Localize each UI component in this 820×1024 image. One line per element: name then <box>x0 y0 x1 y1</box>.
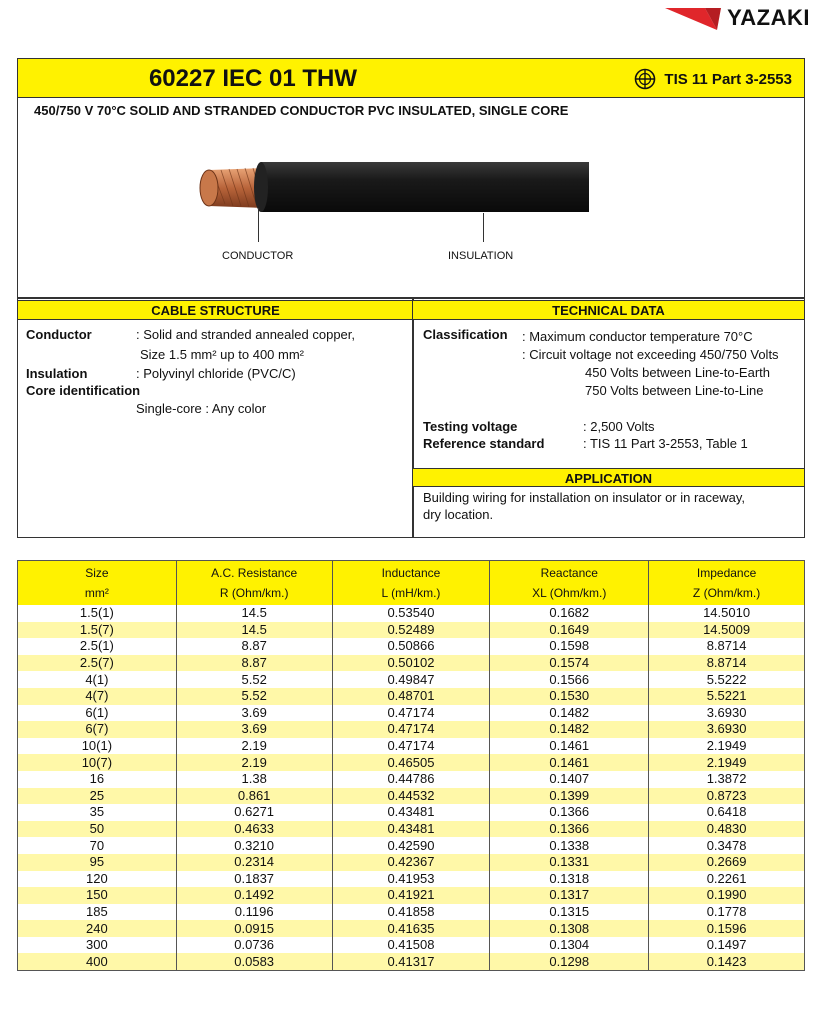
header-inductance: Inductance L (mH/km.) <box>332 561 490 606</box>
cell-reactance: 0.1308 <box>490 920 649 937</box>
cell-size: 50 <box>18 821 177 838</box>
table-row <box>18 904 805 921</box>
cell-impedance: 3.6930 <box>649 705 805 722</box>
cell-reactance: 0.1317 <box>490 887 649 904</box>
cell-reactance: 0.1315 <box>490 904 649 921</box>
table-row <box>18 622 805 639</box>
cell-size: 150 <box>18 887 177 904</box>
cell-impedance: 0.1423 <box>649 953 805 970</box>
cell-impedance: 1.3872 <box>649 771 805 788</box>
cell-inductance: 0.44786 <box>332 771 490 788</box>
cell-reactance: 0.1318 <box>490 871 649 888</box>
cell-resistance: 8.87 <box>176 655 332 672</box>
cell-size: 6(7) <box>18 721 177 738</box>
cell-reactance: 0.1461 <box>490 738 649 755</box>
cell-reactance: 0.1331 <box>490 854 649 871</box>
cell-inductance: 0.43481 <box>332 804 490 821</box>
insulation-leader-line <box>483 213 484 242</box>
cell-inductance: 0.44532 <box>332 788 490 805</box>
cell-resistance: 0.6271 <box>176 804 332 821</box>
table-row <box>18 920 805 937</box>
cell-resistance: 1.38 <box>176 771 332 788</box>
cell-resistance: 0.0915 <box>176 920 332 937</box>
reference-standard-value: : TIS 11 Part 3-2553, Table 1 <box>583 436 748 451</box>
table-row <box>18 804 805 821</box>
cell-impedance: 0.3478 <box>649 837 805 854</box>
header-impedance: Impedance Z (Ohm/km.) <box>649 561 805 606</box>
cell-reactance: 0.1682 <box>490 605 649 622</box>
application-line1: Building wiring for installation on insulator or in raceway, <box>423 490 746 505</box>
classification-line2: : Circuit voltage not exceeding 450/750 Volts <box>522 347 779 362</box>
cell-reactance: 0.1461 <box>490 754 649 771</box>
conductor-value-line1: : Solid and stranded annealed copper, <box>136 327 356 342</box>
cell-impedance: 0.1596 <box>649 920 805 937</box>
table-row <box>18 655 805 672</box>
table-row <box>18 937 805 954</box>
table-row <box>18 705 805 722</box>
insulation-value: : Polyvinyl chloride (PVC/C) <box>136 366 296 381</box>
cell-inductance: 0.50866 <box>332 638 490 655</box>
title-bar <box>17 58 805 98</box>
cell-resistance: 0.1837 <box>176 871 332 888</box>
table-row <box>18 837 805 854</box>
cell-inductance: 0.41953 <box>332 871 490 888</box>
cell-impedance: 0.1990 <box>649 887 805 904</box>
cell-size: 10(7) <box>18 754 177 771</box>
cell-size: 2.5(1) <box>18 638 177 655</box>
table-row <box>18 887 805 904</box>
cell-size: 240 <box>18 920 177 937</box>
cell-resistance: 3.69 <box>176 705 332 722</box>
cell-inductance: 0.47174 <box>332 738 490 755</box>
cell-reactance: 0.1338 <box>490 837 649 854</box>
cell-resistance: 0.0583 <box>176 953 332 970</box>
table-row <box>18 638 805 655</box>
cell-size: 300 <box>18 937 177 954</box>
standard-badge <box>634 59 792 99</box>
insulation-callout: INSULATION <box>448 250 514 262</box>
table-row <box>18 605 805 622</box>
cell-resistance: 0.861 <box>176 788 332 805</box>
cell-inductance: 0.53540 <box>332 605 490 622</box>
classification-line1: : Maximum conductor temperature 70°C <box>522 329 753 344</box>
cell-resistance: 0.1492 <box>176 887 332 904</box>
testing-voltage-label: Testing voltage <box>423 419 518 434</box>
cell-resistance: 0.2314 <box>176 854 332 871</box>
core-identification-value: Single-core : Any color <box>136 401 267 416</box>
table-row <box>18 821 805 838</box>
cell-size: 70 <box>18 837 177 854</box>
cell-impedance: 0.2261 <box>649 871 805 888</box>
cell-resistance: 2.19 <box>176 754 332 771</box>
cell-reactance: 0.1598 <box>490 638 649 655</box>
header-reactance: Reactance XL (Ohm/km.) <box>490 561 649 606</box>
cell-reactance: 0.1298 <box>490 953 649 970</box>
table-row <box>18 721 805 738</box>
cell-inductance: 0.42590 <box>332 837 490 854</box>
yazaki-logo <box>665 2 810 34</box>
table-row <box>18 788 805 805</box>
cell-resistance: 2.19 <box>176 738 332 755</box>
cell-inductance: 0.50102 <box>332 655 490 672</box>
cell-inductance: 0.47174 <box>332 721 490 738</box>
technical-data-heading: TECHNICAL DATA <box>412 300 805 320</box>
classification-line4: 750 Volts between Line-to-Line <box>585 383 764 398</box>
cell-inductance: 0.49847 <box>332 671 490 688</box>
insulation-label: Insulation <box>26 366 88 381</box>
cell-reactance: 0.1482 <box>490 721 649 738</box>
cell-size: 4(1) <box>18 671 177 688</box>
classification-line3: 450 Volts between Line-to-Earth <box>585 365 771 380</box>
testing-voltage-value: : 2,500 Volts <box>583 419 655 434</box>
cell-impedance: 2.1949 <box>649 738 805 755</box>
table-row <box>18 871 805 888</box>
cell-size: 4(7) <box>18 688 177 705</box>
cell-inductance: 0.52489 <box>332 622 490 639</box>
cell-impedance: 0.1778 <box>649 904 805 921</box>
cell-impedance: 0.6418 <box>649 804 805 821</box>
cell-inductance: 0.41508 <box>332 937 490 954</box>
cell-resistance: 0.4633 <box>176 821 332 838</box>
cell-impedance: 8.8714 <box>649 638 805 655</box>
table-body <box>18 605 805 971</box>
cell-resistance: 8.87 <box>176 638 332 655</box>
cell-inductance: 0.43481 <box>332 821 490 838</box>
cell-impedance: 3.6930 <box>649 721 805 738</box>
insulation-jacket <box>257 162 589 212</box>
cell-size: 120 <box>18 871 177 888</box>
cell-impedance: 0.4830 <box>649 821 805 838</box>
cell-reactance: 0.1304 <box>490 937 649 954</box>
cell-size: 35 <box>18 804 177 821</box>
electrical-data-table <box>17 560 805 971</box>
cell-size: 2.5(7) <box>18 655 177 672</box>
brand-name: YAZAKI <box>727 5 810 30</box>
cell-resistance: 0.3210 <box>176 837 332 854</box>
cell-impedance: 14.5009 <box>649 622 805 639</box>
cell-inductance: 0.41858 <box>332 904 490 921</box>
cell-reactance: 0.1649 <box>490 622 649 639</box>
conductor-value-line2: Size 1.5 mm² up to 400 mm² <box>140 347 304 362</box>
reference-standard-label: Reference standard <box>423 436 545 451</box>
cell-impedance: 0.8723 <box>649 788 805 805</box>
cell-size: 6(1) <box>18 705 177 722</box>
yazaki-logo-mark-icon <box>665 4 723 32</box>
cell-resistance: 5.52 <box>176 671 332 688</box>
cable-illustration <box>195 158 595 218</box>
cell-resistance: 14.5 <box>176 605 332 622</box>
conductor-label: Conductor <box>26 327 92 342</box>
table-row <box>18 771 805 788</box>
cell-inductance: 0.48701 <box>332 688 490 705</box>
core-identification-label: Core identification <box>26 383 141 398</box>
cell-size: 16 <box>18 771 177 788</box>
table-row <box>18 953 805 970</box>
cell-impedance: 8.8714 <box>649 655 805 672</box>
cell-resistance: 3.69 <box>176 721 332 738</box>
cell-inductance: 0.46505 <box>332 754 490 771</box>
subtitle: 450/750 V 70°C SOLID AND STRANDED CONDUCTOR PVC INSULATED, SINGLE CORE <box>34 103 569 118</box>
header-size: Size mm² <box>18 561 177 606</box>
table-row <box>18 688 805 705</box>
cable-structure-heading: CABLE STRUCTURE <box>17 300 414 320</box>
product-title: 60227 IEC 01 THW <box>148 65 358 92</box>
cell-size: 1.5(7) <box>18 622 177 639</box>
header-resistance: A.C. Resistance R (Ohm/km.) <box>176 561 332 606</box>
cell-size: 25 <box>18 788 177 805</box>
cell-reactance: 0.1530 <box>490 688 649 705</box>
cell-reactance: 0.1407 <box>490 771 649 788</box>
cell-size: 1.5(1) <box>18 605 177 622</box>
table-row <box>18 671 805 688</box>
cell-impedance: 0.1497 <box>649 937 805 954</box>
conductor-leader-line <box>258 208 259 242</box>
cell-reactance: 0.1366 <box>490 821 649 838</box>
cell-resistance: 14.5 <box>176 622 332 639</box>
cell-size: 185 <box>18 904 177 921</box>
cell-impedance: 14.5010 <box>649 605 805 622</box>
cell-reactance: 0.1574 <box>490 655 649 672</box>
application-line2: dry location. <box>423 507 494 522</box>
cell-inductance: 0.41317 <box>332 953 490 970</box>
cell-resistance: 5.52 <box>176 688 332 705</box>
standard-text: TIS 11 Part 3-2553 <box>664 70 792 88</box>
table-row <box>18 738 805 755</box>
cell-impedance: 5.5221 <box>649 688 805 705</box>
cell-resistance: 0.1196 <box>176 904 332 921</box>
cell-impedance: 5.5222 <box>649 671 805 688</box>
conductor-callout: CONDUCTOR <box>222 250 294 262</box>
classification-label: Classification <box>423 327 508 342</box>
cell-inductance: 0.42367 <box>332 854 490 871</box>
application-heading: APPLICATION <box>412 468 805 487</box>
cell-impedance: 2.1949 <box>649 754 805 771</box>
cell-reactance: 0.1482 <box>490 705 649 722</box>
tis-mark-icon <box>634 68 656 90</box>
cell-size: 95 <box>18 854 177 871</box>
cell-size: 400 <box>18 953 177 970</box>
table-row <box>18 754 805 771</box>
cell-resistance: 0.0736 <box>176 937 332 954</box>
table-header <box>18 561 805 606</box>
cell-size: 10(1) <box>18 738 177 755</box>
cell-reactance: 0.1366 <box>490 804 649 821</box>
cell-reactance: 0.1566 <box>490 671 649 688</box>
table-row <box>18 854 805 871</box>
cell-inductance: 0.41921 <box>332 887 490 904</box>
cell-inductance: 0.47174 <box>332 705 490 722</box>
cell-impedance: 0.2669 <box>649 854 805 871</box>
cell-reactance: 0.1399 <box>490 788 649 805</box>
cell-inductance: 0.41635 <box>332 920 490 937</box>
